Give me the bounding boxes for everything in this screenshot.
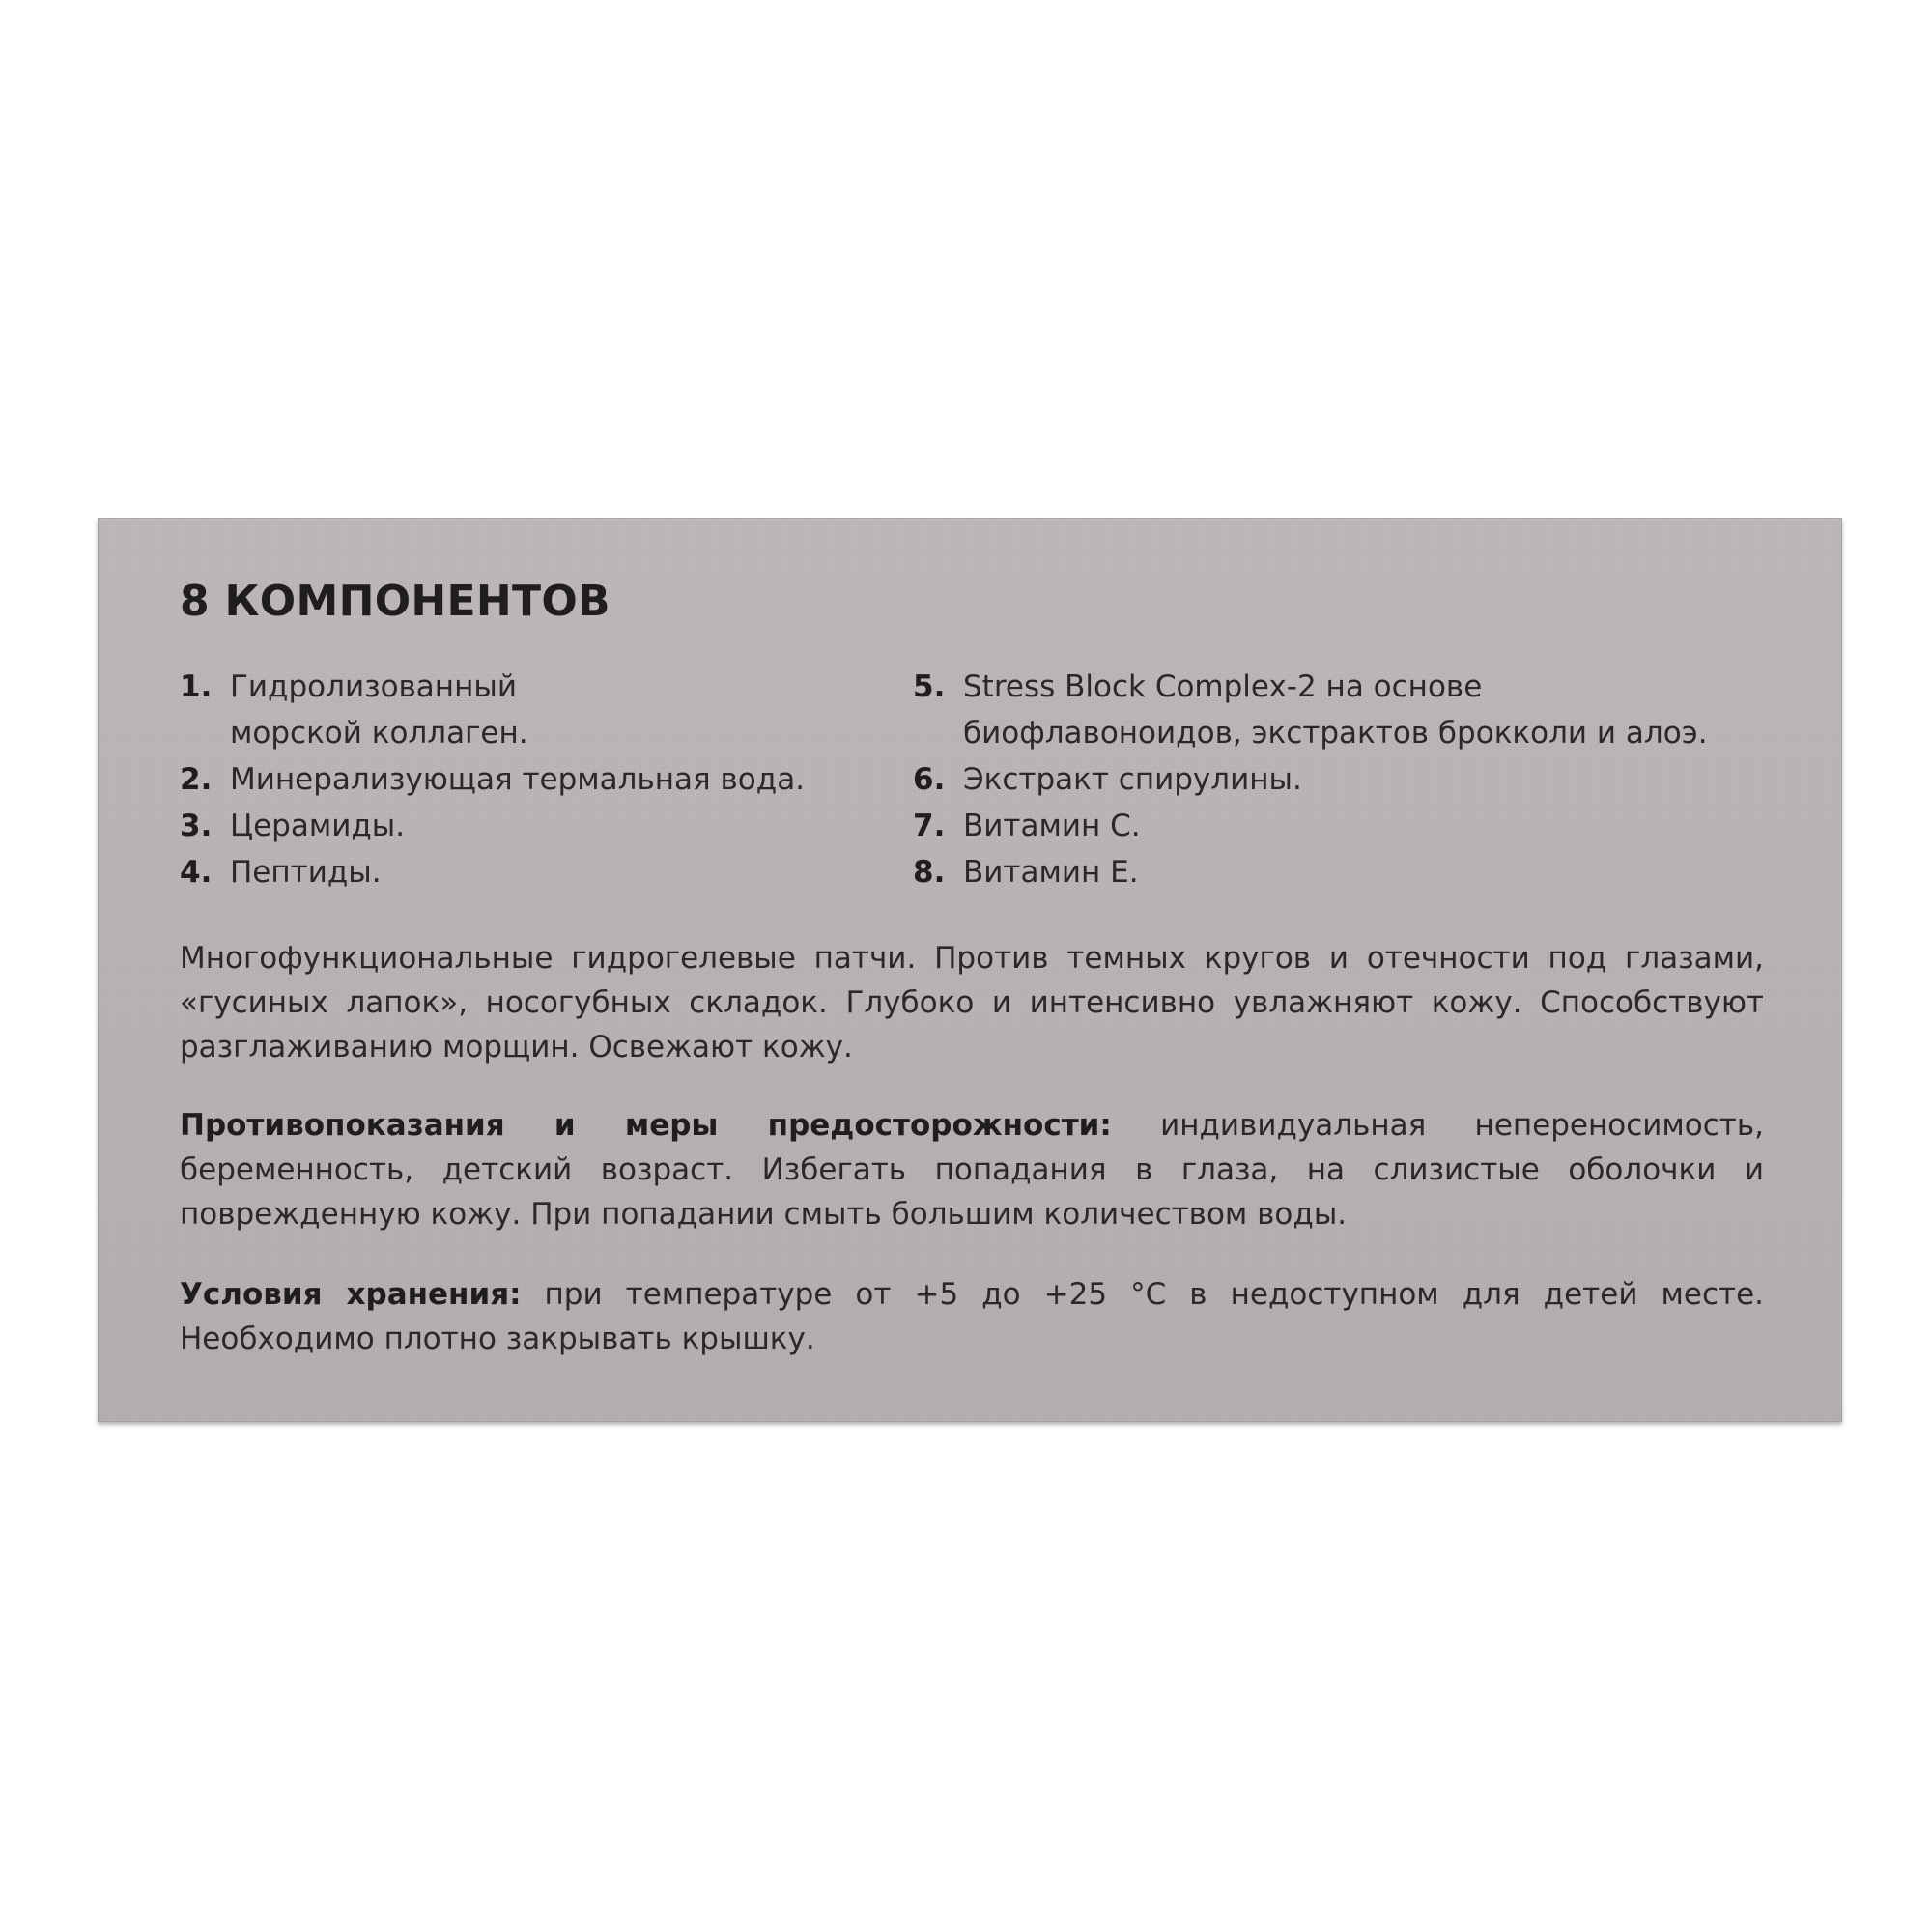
ingredient-item [913,803,1782,849]
ingredient-text: Церамиды. [230,809,406,843]
storage-label: Условия хранения: [180,1277,522,1312]
ingredient-text: Пептиды. [230,855,382,890]
ingredients-title: 8 КОМПОНЕНТОВ [180,577,611,626]
ingredient-number: 6. [913,762,946,797]
storage-conditions [180,1272,1764,1361]
ingredient-number: 3. [180,809,213,843]
ingredient-item [180,756,885,803]
storage-text: при температуре от +5 до +25 °С в недоступном для детей месте. Необходимо плотно закрывать крышку. [180,1277,1764,1356]
ingredient-item [180,849,885,895]
ingredient-text: Витамин Е. [963,855,1139,890]
ingredient-number: 5. [913,669,946,704]
product-description: Многофункциональные гидрогелевые патчи. Против темных кругов и отечности под глазами, «гусиных лапок», носогубных складок. Глубоко и интенсивно увлажняют кожу. Способствуют разглаживанию морщин. Освежают кожу. [180,941,1764,1065]
contraindications-text: индивидуальная непереносимость, беременность, детский возраст. Избегать попадания в глаза, на слизистые оболочки и поврежденную кожу. При попадании смыть большим количеством воды. [180,1108,1764,1232]
ingredient-text: Экстракт спирулины. [963,762,1302,797]
ingredient-item [180,803,885,849]
ingredient-item [913,756,1782,803]
ingredient-item [180,664,885,756]
ingredient-number: 2. [180,762,213,797]
ingredient-text: Stress Block Complex-2 на основе биофлавоноидов, экстрактов брокколи и алоэ. [963,669,1708,751]
ingredient-text: Витамин С. [963,809,1141,843]
ingredient-number: 7. [913,809,946,843]
ingredient-item [913,849,1782,895]
contraindications-label: Противопоказания и меры предосторожности: [180,1108,1112,1143]
contraindications [180,1103,1764,1236]
ingredients-list-right [913,664,1782,895]
ingredient-number: 1. [180,669,213,704]
ingredient-number: 8. [913,855,946,890]
ingredient-number: 4. [180,855,213,890]
ingredients-list-left [180,664,885,895]
ingredient-text: Минерализующая термальная вода. [230,762,806,797]
ingredient-text: Гидролизованный морской коллаген. [230,669,528,751]
ingredient-item [913,664,1782,756]
product-box-back [98,518,1842,1422]
